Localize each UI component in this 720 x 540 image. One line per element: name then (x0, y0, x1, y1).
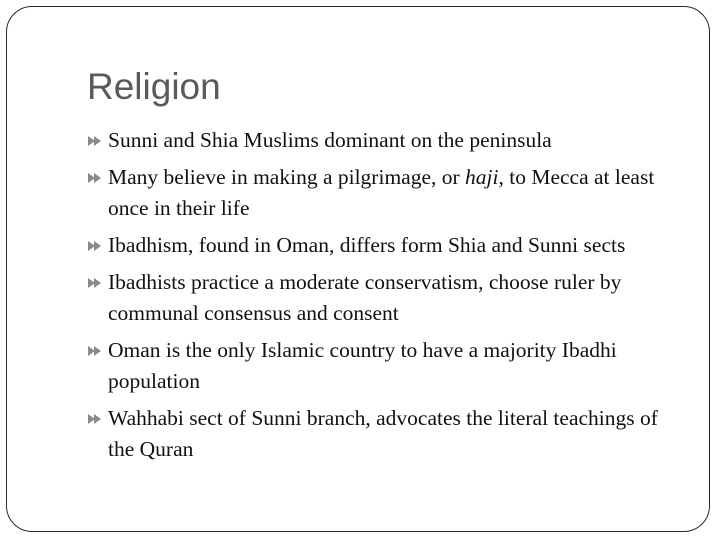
list-item (87, 230, 687, 261)
bullet-text: Ibadhists practice a moderate conservatism, choose ruler by communal consensus and consent (108, 270, 622, 325)
list-item (87, 162, 687, 224)
bullet-text: Many believe in making a pilgrimage, or (108, 165, 466, 189)
double-arrow-bullet-icon (87, 345, 105, 357)
bullet-text: Wahhabi sect of Sunni branch, advocates the literal teachings of the Quran (108, 406, 658, 461)
double-arrow-bullet-icon (87, 413, 105, 425)
double-arrow-bullet-icon (87, 240, 105, 252)
list-item (87, 335, 687, 397)
bullet-text: Sunni and Shia Muslims dominant on the peninsula (108, 128, 552, 152)
double-arrow-bullet-icon (87, 172, 105, 184)
bullet-text: Oman is the only Islamic country to have a majority Ibadhi population (108, 338, 617, 393)
double-arrow-bullet-icon (87, 277, 105, 289)
slide (6, 6, 710, 532)
slide-title: Religion (87, 66, 221, 107)
list-item (87, 403, 687, 465)
double-arrow-bullet-icon (87, 135, 105, 147)
bullet-text: Ibadhism, found in Oman, differs form Shia and Sunni sects (108, 233, 626, 257)
list-item (87, 125, 687, 156)
bullet-text: , to Mecca at least once in their life (108, 165, 655, 220)
bullet-emphasis: haji (465, 165, 499, 189)
list-item (87, 267, 687, 329)
bullet-list (87, 125, 687, 471)
